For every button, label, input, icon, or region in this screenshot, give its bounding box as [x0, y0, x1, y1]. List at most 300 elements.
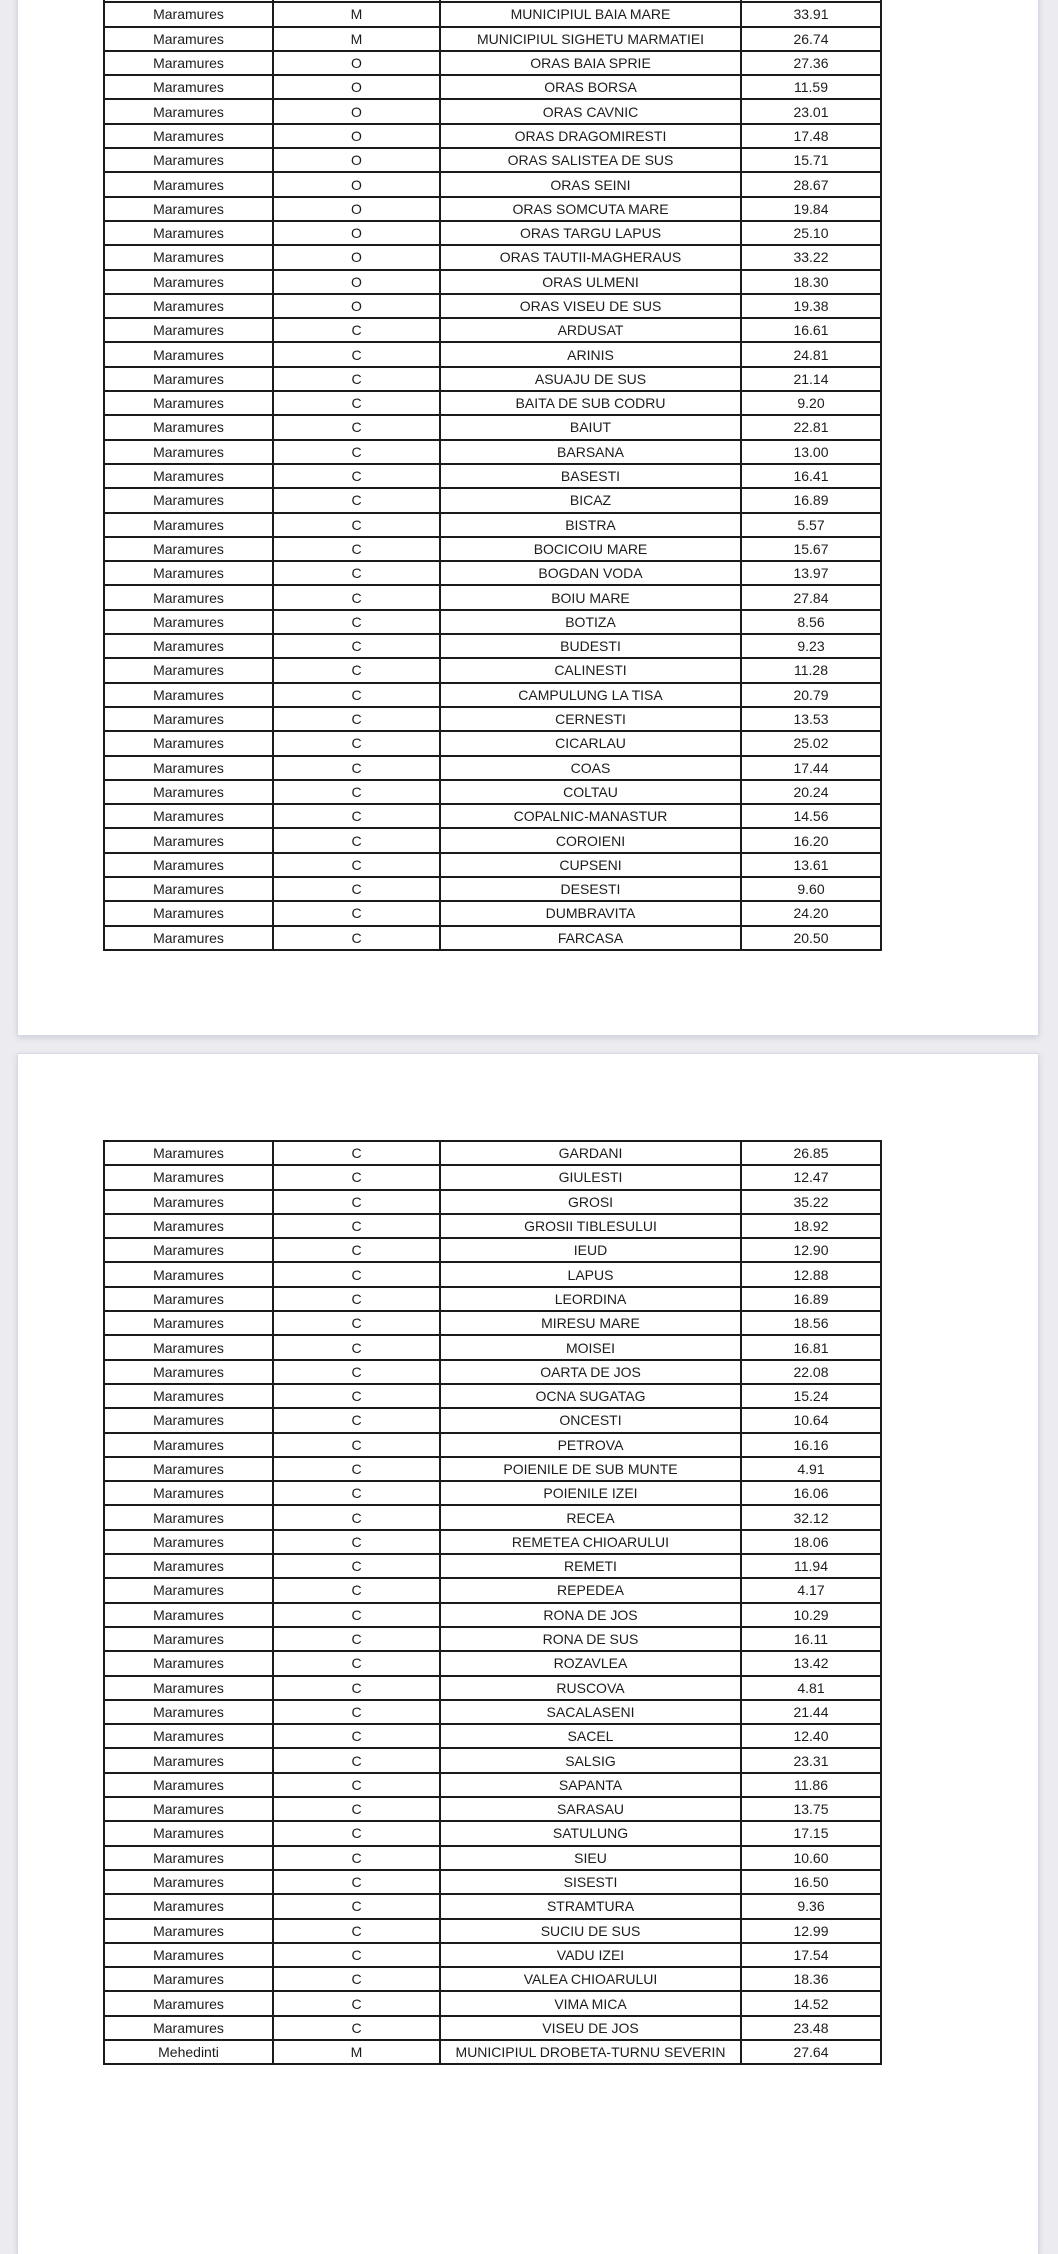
- cell-value: 25.02: [741, 731, 881, 755]
- cell-locality: CALINESTI: [440, 658, 741, 682]
- cell-county: Maramures: [104, 172, 273, 196]
- cell-value: 26.74: [741, 27, 881, 51]
- cell-county: Maramures: [104, 245, 273, 269]
- cell-locality: GIULESTI: [440, 1165, 741, 1189]
- cell-type: C: [273, 1530, 440, 1554]
- cell-type: C: [273, 804, 440, 828]
- table-row: [104, 1651, 881, 1675]
- cell-type: O: [273, 172, 440, 196]
- cell-county: Maramures: [104, 1530, 273, 1554]
- cell-type: O: [273, 294, 440, 318]
- cell-type: O: [273, 270, 440, 294]
- cell-type: C: [273, 1481, 440, 1505]
- table-row: [104, 1384, 881, 1408]
- table-row: [104, 391, 881, 415]
- cell-type: O: [273, 75, 440, 99]
- cell-type: C: [273, 367, 440, 391]
- cell-type: C: [273, 440, 440, 464]
- cell-county: Maramures: [104, 1724, 273, 1748]
- cell-value: 23.31: [741, 1748, 881, 1772]
- cell-value: 28.67: [741, 172, 881, 196]
- cell-county: Maramures: [104, 270, 273, 294]
- cell-county: Maramures: [104, 1384, 273, 1408]
- cell-type: C: [273, 1627, 440, 1651]
- table-row: [104, 683, 881, 707]
- cell-county: Maramures: [104, 1797, 273, 1821]
- cell-locality: VISEU DE JOS: [440, 2016, 741, 2040]
- cell-type: C: [273, 853, 440, 877]
- cell-type: O: [273, 124, 440, 148]
- table-row: [104, 1505, 881, 1529]
- table-row: [104, 926, 881, 950]
- cell-value: 10.29: [741, 1603, 881, 1627]
- cell-locality: CAMPULUNG LA TISA: [440, 683, 741, 707]
- cell-county: Maramures: [104, 1141, 273, 1165]
- table-row: [104, 464, 881, 488]
- cell-value: 9.36: [741, 1894, 881, 1918]
- cell-value: 19.38: [741, 294, 881, 318]
- cell-type: C: [273, 1894, 440, 1918]
- cell-value: 22.08: [741, 1360, 881, 1384]
- cell-value: 11.28: [741, 658, 881, 682]
- table-row: [104, 731, 881, 755]
- table-row: [104, 1457, 881, 1481]
- table-row: [104, 610, 881, 634]
- cell-locality: RUSCOVA: [440, 1676, 741, 1700]
- cell-type: C: [273, 780, 440, 804]
- cell-value: 12.99: [741, 1919, 881, 1943]
- table-row: [104, 1335, 881, 1359]
- document-page-2: [18, 1054, 1038, 2254]
- cell-locality: VADU IZEI: [440, 1943, 741, 1967]
- cell-county: Maramures: [104, 51, 273, 75]
- cell-type: C: [273, 391, 440, 415]
- cell-locality: OCNA SUGATAG: [440, 1384, 741, 1408]
- cell-type: C: [273, 1311, 440, 1335]
- cell-type: C: [273, 585, 440, 609]
- cell-locality: REPEDEA: [440, 1578, 741, 1602]
- cell-county: Maramures: [104, 513, 273, 537]
- cell-type: C: [273, 1578, 440, 1602]
- cell-type: C: [273, 1554, 440, 1578]
- cell-locality: STRAMTURA: [440, 1894, 741, 1918]
- table-row: [104, 1967, 881, 1991]
- table-row: [104, 1894, 881, 1918]
- table-row: [104, 27, 881, 51]
- cell-locality: MOISEI: [440, 1335, 741, 1359]
- table-row: [104, 1433, 881, 1457]
- cell-locality: SALSIG: [440, 1748, 741, 1772]
- cell-type: C: [273, 1748, 440, 1772]
- table-row: [104, 367, 881, 391]
- cell-locality: MUNICIPIUL SIGHETU MARMATIEI: [440, 27, 741, 51]
- cell-type: C: [273, 1846, 440, 1870]
- cell-type: C: [273, 464, 440, 488]
- cell-locality: COROIENI: [440, 828, 741, 852]
- table-row: [104, 1797, 881, 1821]
- cell-type: C: [273, 1457, 440, 1481]
- cell-locality: ROZAVLEA: [440, 1651, 741, 1675]
- cell-locality: COPALNIC-MANASTUR: [440, 804, 741, 828]
- cell-locality: DUMBRAVITA: [440, 901, 741, 925]
- table-row: [104, 1773, 881, 1797]
- cell-county: Maramures: [104, 1360, 273, 1384]
- cell-value: 13.42: [741, 1651, 881, 1675]
- cell-locality: ORAS VISEU DE SUS: [440, 294, 741, 318]
- cell-county: Maramures: [104, 1578, 273, 1602]
- cell-locality: RONA DE JOS: [440, 1603, 741, 1627]
- cell-value: 16.11: [741, 1627, 881, 1651]
- locality-table-page-2: [103, 1140, 882, 2065]
- cell-value: 9.60: [741, 877, 881, 901]
- cell-value: 20.79: [741, 683, 881, 707]
- cell-county: Maramures: [104, 294, 273, 318]
- cell-type: C: [273, 901, 440, 925]
- cell-type: C: [273, 610, 440, 634]
- cell-locality: MUNICIPIUL DROBETA-TURNU SEVERIN: [440, 2040, 741, 2064]
- cell-value: 18.06: [741, 1530, 881, 1554]
- cell-county: Maramures: [104, 391, 273, 415]
- cell-type: C: [273, 1287, 440, 1311]
- cell-county: Maramures: [104, 707, 273, 731]
- table-row: [104, 780, 881, 804]
- cell-value: 9.20: [741, 391, 881, 415]
- cell-value: 17.54: [741, 1943, 881, 1967]
- cell-type: C: [273, 877, 440, 901]
- cell-type: C: [273, 731, 440, 755]
- cell-county: Maramures: [104, 1554, 273, 1578]
- cell-type: M: [273, 2, 440, 26]
- cell-county: Maramures: [104, 1481, 273, 1505]
- cell-type: C: [273, 1262, 440, 1286]
- table-row: [104, 1287, 881, 1311]
- cell-value: 15.67: [741, 537, 881, 561]
- cell-county: Maramures: [104, 1311, 273, 1335]
- cell-value: 12.88: [741, 1262, 881, 1286]
- cell-value: 13.61: [741, 853, 881, 877]
- cell-county: Maramures: [104, 780, 273, 804]
- cell-value: 16.89: [741, 1287, 881, 1311]
- cell-type: C: [273, 537, 440, 561]
- cell-value: 24.81: [741, 342, 881, 366]
- cell-type: C: [273, 1676, 440, 1700]
- cell-locality: REMETI: [440, 1554, 741, 1578]
- table-row: [104, 1481, 881, 1505]
- table-row: [104, 901, 881, 925]
- cell-county: Maramures: [104, 464, 273, 488]
- cell-county: Maramures: [104, 658, 273, 682]
- cell-type: C: [273, 1408, 440, 1432]
- table-row: [104, 294, 881, 318]
- cell-value: 5.57: [741, 513, 881, 537]
- cell-locality: ORAS SOMCUTA MARE: [440, 197, 741, 221]
- cell-county: Maramures: [104, 1894, 273, 1918]
- cell-county: Maramures: [104, 828, 273, 852]
- document-page-1: [18, 0, 1038, 1035]
- cell-locality: VIMA MICA: [440, 1991, 741, 2015]
- cell-locality: CERNESTI: [440, 707, 741, 731]
- cell-locality: SACEL: [440, 1724, 741, 1748]
- table-row: [104, 877, 881, 901]
- cell-type: M: [273, 27, 440, 51]
- cell-locality: ASUAJU DE SUS: [440, 367, 741, 391]
- cell-value: 16.06: [741, 1481, 881, 1505]
- cell-county: Maramures: [104, 1991, 273, 2015]
- cell-value: 15.24: [741, 1384, 881, 1408]
- table-row: [104, 1919, 881, 1943]
- cell-county: Maramures: [104, 2, 273, 26]
- cell-value: 17.15: [741, 1821, 881, 1845]
- cell-value: 12.47: [741, 1165, 881, 1189]
- cell-type: C: [273, 1433, 440, 1457]
- cell-type: C: [273, 1651, 440, 1675]
- cell-type: C: [273, 1700, 440, 1724]
- cell-locality: BICAZ: [440, 488, 741, 512]
- cell-locality: COAS: [440, 756, 741, 780]
- cell-locality: GROSI: [440, 1190, 741, 1214]
- table-row: [104, 804, 881, 828]
- cell-type: C: [273, 318, 440, 342]
- cell-value: 19.84: [741, 197, 881, 221]
- cell-locality: ARINIS: [440, 342, 741, 366]
- table-row: [104, 1311, 881, 1335]
- cell-county: Maramures: [104, 877, 273, 901]
- locality-table-page-1: [103, 0, 882, 951]
- table-row: [104, 197, 881, 221]
- cell-locality: IEUD: [440, 1238, 741, 1262]
- cell-county: Maramures: [104, 1165, 273, 1189]
- cell-county: Maramures: [104, 1676, 273, 1700]
- cell-value: 27.64: [741, 2040, 881, 2064]
- cell-type: C: [273, 828, 440, 852]
- cell-county: Maramures: [104, 1846, 273, 1870]
- cell-value: 4.81: [741, 1676, 881, 1700]
- cell-locality: MUNICIPIUL BAIA MARE: [440, 2, 741, 26]
- cell-locality: SAPANTA: [440, 1773, 741, 1797]
- cell-county: Maramures: [104, 1870, 273, 1894]
- table-row: [104, 75, 881, 99]
- cell-county: Maramures: [104, 1262, 273, 1286]
- cell-locality: RECEA: [440, 1505, 741, 1529]
- table-row: [104, 1943, 881, 1967]
- table-row: [104, 1724, 881, 1748]
- cell-type: C: [273, 658, 440, 682]
- cell-value: 27.84: [741, 585, 881, 609]
- cell-county: Maramures: [104, 1603, 273, 1627]
- cell-county: Maramures: [104, 318, 273, 342]
- cell-locality: CUPSENI: [440, 853, 741, 877]
- table-row: [104, 1870, 881, 1894]
- cell-type: C: [273, 342, 440, 366]
- cell-value: 10.64: [741, 1408, 881, 1432]
- table-row: [104, 1262, 881, 1286]
- cell-county: Maramures: [104, 342, 273, 366]
- table-row: [104, 1141, 881, 1165]
- cell-county: Maramures: [104, 610, 273, 634]
- cell-county: Maramures: [104, 926, 273, 950]
- cell-value: 11.94: [741, 1554, 881, 1578]
- table-row: [104, 1627, 881, 1651]
- cell-county: Maramures: [104, 585, 273, 609]
- table-row: [104, 1991, 881, 2015]
- cell-locality: GROSII TIBLESULUI: [440, 1214, 741, 1238]
- cell-county: Maramures: [104, 1943, 273, 1967]
- cell-type: C: [273, 1919, 440, 1943]
- cell-value: 15.71: [741, 148, 881, 172]
- cell-value: 20.50: [741, 926, 881, 950]
- cell-locality: BOCICOIU MARE: [440, 537, 741, 561]
- table-row: [104, 1190, 881, 1214]
- cell-county: Maramures: [104, 901, 273, 925]
- cell-county: Maramures: [104, 1919, 273, 1943]
- cell-value: 35.22: [741, 1190, 881, 1214]
- cell-type: O: [273, 51, 440, 75]
- cell-value: 33.22: [741, 245, 881, 269]
- cell-value: 9.23: [741, 634, 881, 658]
- cell-locality: BASESTI: [440, 464, 741, 488]
- table-row: [104, 828, 881, 852]
- table-row: [104, 756, 881, 780]
- table-row: [104, 221, 881, 245]
- cell-county: Maramures: [104, 415, 273, 439]
- cell-locality: OARTA DE JOS: [440, 1360, 741, 1384]
- cell-value: 4.17: [741, 1578, 881, 1602]
- cell-county: Maramures: [104, 1238, 273, 1262]
- cell-value: 16.89: [741, 488, 881, 512]
- cell-county: Maramures: [104, 804, 273, 828]
- cell-type: C: [273, 1821, 440, 1845]
- cell-value: 18.30: [741, 270, 881, 294]
- cell-locality: REMETEA CHIOARULUI: [440, 1530, 741, 1554]
- cell-value: 12.90: [741, 1238, 881, 1262]
- cell-county: Maramures: [104, 1287, 273, 1311]
- cell-type: C: [273, 1384, 440, 1408]
- table-row: [104, 1408, 881, 1432]
- cell-county: Maramures: [104, 367, 273, 391]
- cell-value: 4.91: [741, 1457, 881, 1481]
- cell-locality: BAITA DE SUB CODRU: [440, 391, 741, 415]
- cell-type: O: [273, 245, 440, 269]
- cell-locality: ARDUSAT: [440, 318, 741, 342]
- cell-value: 21.44: [741, 1700, 881, 1724]
- cell-type: C: [273, 2016, 440, 2040]
- cell-county: Maramures: [104, 197, 273, 221]
- cell-locality: CICARLAU: [440, 731, 741, 755]
- cell-value: 11.86: [741, 1773, 881, 1797]
- cell-type: O: [273, 148, 440, 172]
- cell-type: C: [273, 1165, 440, 1189]
- table-row: [104, 2016, 881, 2040]
- cell-value: 18.56: [741, 1311, 881, 1335]
- cell-value: 23.48: [741, 2016, 881, 2040]
- cell-type: O: [273, 197, 440, 221]
- cell-type: O: [273, 99, 440, 123]
- partial-table-row: [104, 2040, 881, 2064]
- cell-locality: POIENILE DE SUB MUNTE: [440, 1457, 741, 1481]
- cell-county: Maramures: [104, 488, 273, 512]
- cell-locality: SIEU: [440, 1846, 741, 1870]
- cell-county: Mehedinti: [104, 2040, 273, 2064]
- cell-type: C: [273, 1141, 440, 1165]
- cell-county: Maramures: [104, 731, 273, 755]
- table-row: [104, 2, 881, 26]
- cell-value: 33.91: [741, 2, 881, 26]
- cell-locality: FARCASA: [440, 926, 741, 950]
- cell-value: 25.10: [741, 221, 881, 245]
- table-row: [104, 1238, 881, 1262]
- cell-locality: SUCIU DE SUS: [440, 1919, 741, 1943]
- cell-county: Maramures: [104, 1335, 273, 1359]
- cell-value: 12.40: [741, 1724, 881, 1748]
- cell-county: Maramures: [104, 221, 273, 245]
- cell-locality: ORAS TARGU LAPUS: [440, 221, 741, 245]
- cell-county: Maramures: [104, 124, 273, 148]
- cell-value: 20.24: [741, 780, 881, 804]
- cell-type: C: [273, 707, 440, 731]
- table-row: [104, 270, 881, 294]
- cell-locality: COLTAU: [440, 780, 741, 804]
- cell-locality: POIENILE IZEI: [440, 1481, 741, 1505]
- cell-type: C: [273, 683, 440, 707]
- table-row: [104, 1214, 881, 1238]
- cell-county: Maramures: [104, 75, 273, 99]
- cell-type: C: [273, 1214, 440, 1238]
- table-row: [104, 561, 881, 585]
- cell-locality: BARSANA: [440, 440, 741, 464]
- cell-value: 26.85: [741, 1141, 881, 1165]
- table-row: [104, 1554, 881, 1578]
- cell-county: Maramures: [104, 99, 273, 123]
- table-row: [104, 1578, 881, 1602]
- cell-county: Maramures: [104, 2016, 273, 2040]
- cell-value: 23.01: [741, 99, 881, 123]
- cell-value: 21.14: [741, 367, 881, 391]
- table-row: [104, 537, 881, 561]
- cell-county: Maramures: [104, 1748, 273, 1772]
- cell-locality: ORAS CAVNIC: [440, 99, 741, 123]
- table-row: [104, 51, 881, 75]
- table-row: [104, 1821, 881, 1845]
- cell-value: 13.53: [741, 707, 881, 731]
- cell-county: Maramures: [104, 634, 273, 658]
- cell-locality: PETROVA: [440, 1433, 741, 1457]
- cell-value: 18.36: [741, 1967, 881, 1991]
- cell-county: Maramures: [104, 1433, 273, 1457]
- cell-value: 13.00: [741, 440, 881, 464]
- table-row: [104, 1700, 881, 1724]
- cell-type: O: [273, 221, 440, 245]
- cell-locality: BOIU MARE: [440, 585, 741, 609]
- table-row: [104, 318, 881, 342]
- cell-value: 16.20: [741, 828, 881, 852]
- table-row: [104, 440, 881, 464]
- cell-locality: SATULUNG: [440, 1821, 741, 1845]
- cell-type: C: [273, 926, 440, 950]
- cell-type: C: [273, 1870, 440, 1894]
- cell-county: Maramures: [104, 27, 273, 51]
- cell-type: C: [273, 488, 440, 512]
- cell-value: 13.75: [741, 1797, 881, 1821]
- cell-type: C: [273, 561, 440, 585]
- cell-county: Maramures: [104, 561, 273, 585]
- cell-type: C: [273, 1603, 440, 1627]
- table-row: [104, 1360, 881, 1384]
- cell-value: 17.48: [741, 124, 881, 148]
- cell-locality: ORAS BORSA: [440, 75, 741, 99]
- cell-locality: ORAS TAUTII-MAGHERAUS: [440, 245, 741, 269]
- table-row: [104, 634, 881, 658]
- cell-value: 10.60: [741, 1846, 881, 1870]
